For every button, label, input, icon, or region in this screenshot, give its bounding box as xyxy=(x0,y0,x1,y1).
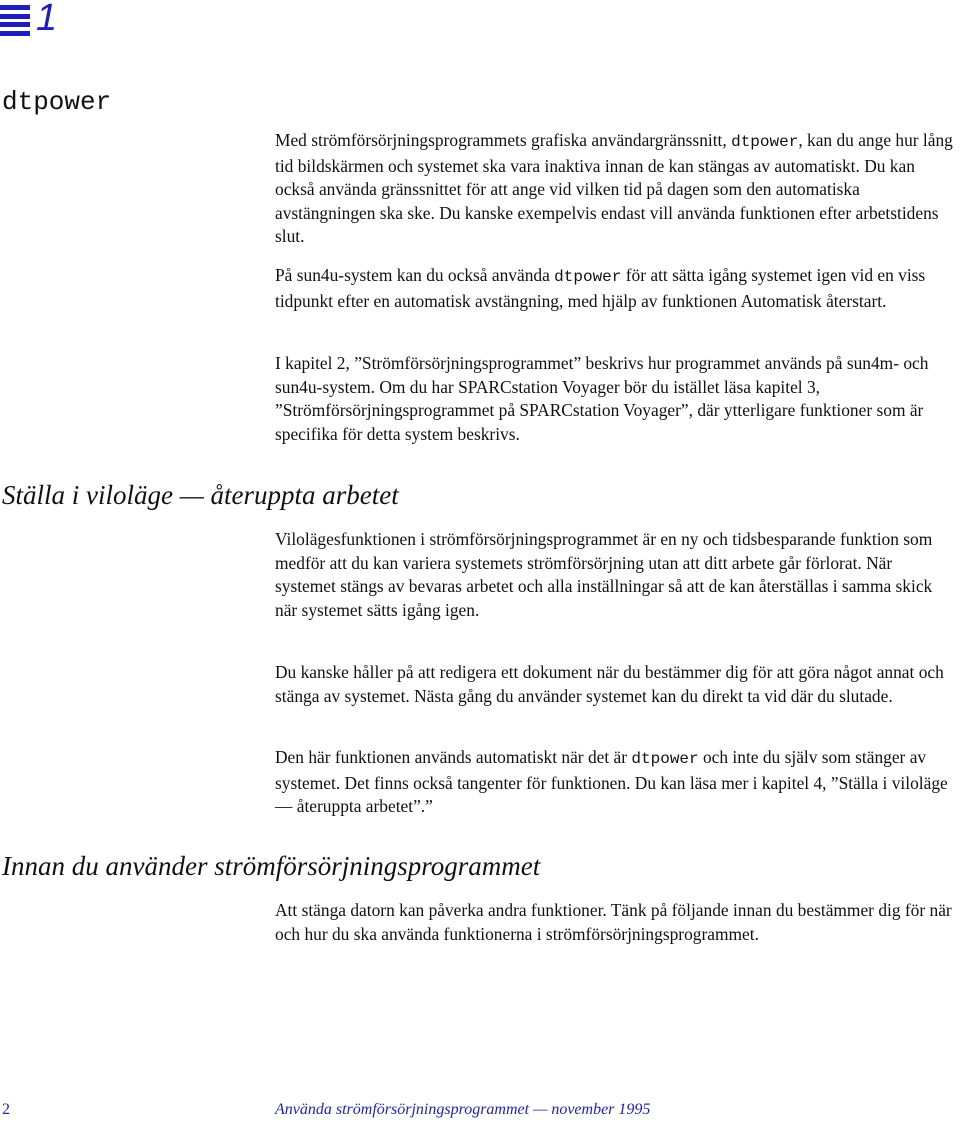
text: Med strömförsörjningsprogrammets grafiska användargränssnitt, xyxy=(275,130,732,150)
paragraph-suspend-auto xyxy=(275,746,955,819)
paragraph-suspend-example: Du kanske håller på att redigera ett dokument när du bestämmer dig för att göra något annat och stänga av systemet. Nästa gång du använder systemet kan du direkt ta vid där du slutade. xyxy=(275,662,944,706)
paragraph-suspend-intro: Vilolägesfunktionen i strömförsörjningsprogrammet är en ny och tidsbesparande funktion som medför att du kan variera systemets strömförsörjning utan att ditt arbete går förlorat. När systemet stängs av bevaras arbetet och alla inställningar så att de kan återställas i samma skick när systemet sätts igång igen. xyxy=(275,529,933,620)
chapter-number: 1 xyxy=(36,0,58,39)
section-heading-before: Innan du använder strömförsörjningsprogrammet xyxy=(2,851,541,881)
paragraph-before-intro: Att stänga datorn kan påverka andra funktioner. Tänk på följande innan du bestämmer dig för när och hur du ska använda funktionerna i strömförsörjningsprogrammet. xyxy=(275,900,952,944)
section-heading-suspend: Ställa i viloläge — återuppta arbetet xyxy=(2,480,399,510)
chapter-marker xyxy=(0,0,57,39)
text: På sun4u-system kan du också använda xyxy=(275,265,555,285)
text: , kan du ange hur lång tid bildskärmen och systemet ska vara inaktiva innan de kan stängas av automatiskt. Du kan också använda gränssnittet för att ange vid vilken tid på dagen som den automatiska avstängningen ska ske. Du kanske exempelvis endast vill använda funktionen efter arbetstidens slut. xyxy=(275,130,953,247)
code-dtpower: dtpower xyxy=(731,133,799,151)
paragraph-dtpower-intro xyxy=(275,129,955,249)
code-dtpower: dtpower xyxy=(554,268,622,286)
code-dtpower: dtpower xyxy=(631,750,699,768)
paragraph-dtpower-sun4u xyxy=(275,264,955,313)
menu-bars-icon xyxy=(0,5,30,39)
section-heading-dtpower: dtpower xyxy=(2,87,112,117)
footer-text: Använda strömförsörjningsprogrammet — november 1995 xyxy=(275,1101,651,1118)
text: Den här funktionen används automatiskt när det är xyxy=(275,747,632,767)
text: för att sätta igång systemet igen vid en viss tidpunkt efter en automatisk avstängning, med hjälp av funktionen Automatisk återstart. xyxy=(275,265,926,311)
paragraph-dtpower-chapters: I kapitel 2, ”Strömförsörjningsprogrammet” beskrivs hur programmet används på sun4m- och sun4u-system. Om du har SPARCstation Voyager bör du istället läsa kapitel 3, ”Strömförsörjningsprogrammet på SPARCstation Voyager”, där ytterligare funktioner som är specifika för detta system beskrivs. xyxy=(275,353,929,444)
page-number: 2 xyxy=(2,1101,10,1118)
text: och inte du själv som stänger av systemet. Det finns också tangenter för funktionen. Du kan läsa mer i kapitel 4, ”Ställa i viloläge — återuppta arbetet”.” xyxy=(275,747,948,817)
